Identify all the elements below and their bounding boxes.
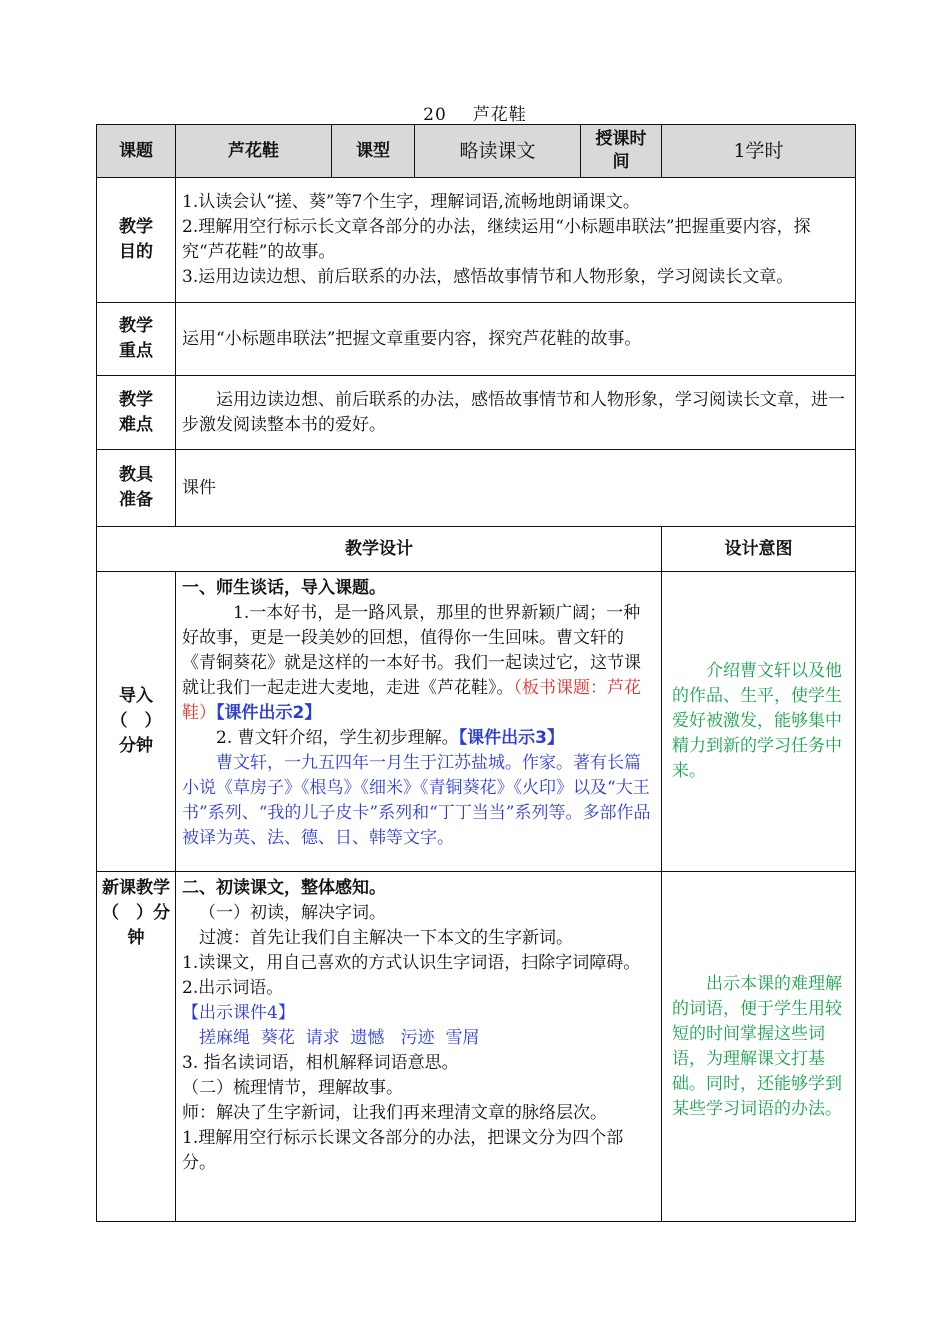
key-points-row [97,303,856,376]
materials-row [97,450,856,527]
courseware-3: 【课件出示3】 [458,728,564,748]
vocab-words: 搓麻绳 葵花 请求 遗憾 污迹 雪屑 [199,1028,480,1048]
lesson-number: 20 [423,105,447,125]
intro-content [176,572,662,872]
type-label: 课型 [332,125,415,178]
key-points-label: 教学重点 [97,303,176,376]
header-row [97,125,856,178]
intro-para-1-text: 1.一本好书，是一路风景，那里的世界新颖广阔；一种好故事，更是一段美妙的回想，值得你一生回味。曹文轩的《青铜葵花》就是这样的一本好书。我们一起读过它，这节课就让我们一起走进大麦地，走进《芦花鞋》。 [182,603,641,698]
step-4: 1.理解用空行标示长课文各部分的办法，把课文分为四个部分。 [182,1128,624,1173]
difficulties-content: 运用边读边想、前后联系的办法，感悟故事情节和人物形象，学习阅读长文章，进一步激发阅读整本书的爱好。 [176,376,856,450]
topic-label: 课题 [97,125,176,178]
objective-3: 3.运用边读边想、前后联系的办法，感悟故事情节和人物形象，学习阅读长文章。 [182,267,794,287]
intro-row [97,572,856,872]
hours-label: 授课时间 [581,125,662,178]
intro-label: 导入（ ）分钟 [97,572,176,872]
intro-intent: 介绍曹文轩以及他的作品、生平，使学生爱好被激发，能够集中精力到新的学习任务中来。 [662,572,856,872]
step-1: 1.读课文，用自己喜欢的方式认识生字词语，扫除字词障碍。 [182,953,641,973]
courseware-2: 【课件出示2】 [216,703,322,723]
page-title [0,100,950,125]
intro-para-1 [182,601,657,726]
objectives-row [97,178,856,303]
transition-text: 过渡：首先让我们自主解决一下本文的生字新词。 [199,928,573,948]
step-3: 3. 指名读词语，相机解释词语意思。 [182,1053,459,1073]
key-points-content: 运用“小标题串联法”把握文章重要内容，探究芦花鞋的故事。 [176,303,856,376]
objective-1: 1.认读会认“搓、葵”等7个生字，理解词语,流畅地朗诵课文。 [182,192,640,212]
materials-content: 课件 [176,450,856,527]
courseware-4: 【出示课件4】 [182,1003,295,1023]
teacher-text: 师：解决了生字新词，让我们再来理清文章的脉络层次。 [182,1103,607,1123]
difficulties-label: 教学难点 [97,376,176,450]
new-lesson-intent: 出示本课的难理解的词语，便于学生用较短的时间掌握这些词语，为理解课文打基础。同时，还能够学到某些学习词语的办法。 [662,872,856,1222]
sub-heading-1: （一）初读，解决字词。 [199,903,386,923]
design-header-row [97,527,856,572]
topic-value: 芦花鞋 [176,125,332,178]
objectives-content [176,178,856,303]
design-header: 教学设计 [97,527,662,572]
author-bio: 曹文轩，一九五四年一月生于江苏盐城。作家。著有长篇小说《草房子》《根鸟》《细米》《青铜葵花》《火印》以及“大王书”系列、“我的儿子皮卡”系列和“丁丁当当”系列等。多部作品被译为英、法、德、日、韩等文字。 [182,753,651,848]
new-lesson-heading: 二、初读课文，整体感知。 [182,878,386,898]
step-2: 2.出示词语。 [182,978,284,998]
intro-heading: 一、师生谈话，导入课题。 [182,578,386,598]
intro-para-2-text: 2. 曹文轩介绍，学生初步理解。 [216,728,459,748]
objectives-label: 教学目的 [97,178,176,303]
new-lesson-row [97,872,856,1222]
type-value: 略读课文 [415,125,581,178]
hours-value: 1学时 [662,125,856,178]
new-lesson-content [176,872,662,1222]
lesson-plan-table [96,124,856,1222]
materials-label: 教具准备 [97,450,176,527]
intro-para-2 [182,726,657,751]
difficulties-row [97,376,856,450]
intent-header: 设计意图 [662,527,856,572]
sub-heading-2: （二）梳理情节，理解故事。 [182,1078,403,1098]
board-title-note: （板书课题：芦花鞋） [182,678,641,723]
objective-2: 2.理解用空行标示长文章各部分的办法，继续运用“小标题串联法”把握重要内容，探究“芦花鞋”的故事。 [182,217,811,262]
new-lesson-label: 新课教学（ ）分钟 [97,872,176,1222]
lesson-title: 芦花鞋 [472,105,527,125]
